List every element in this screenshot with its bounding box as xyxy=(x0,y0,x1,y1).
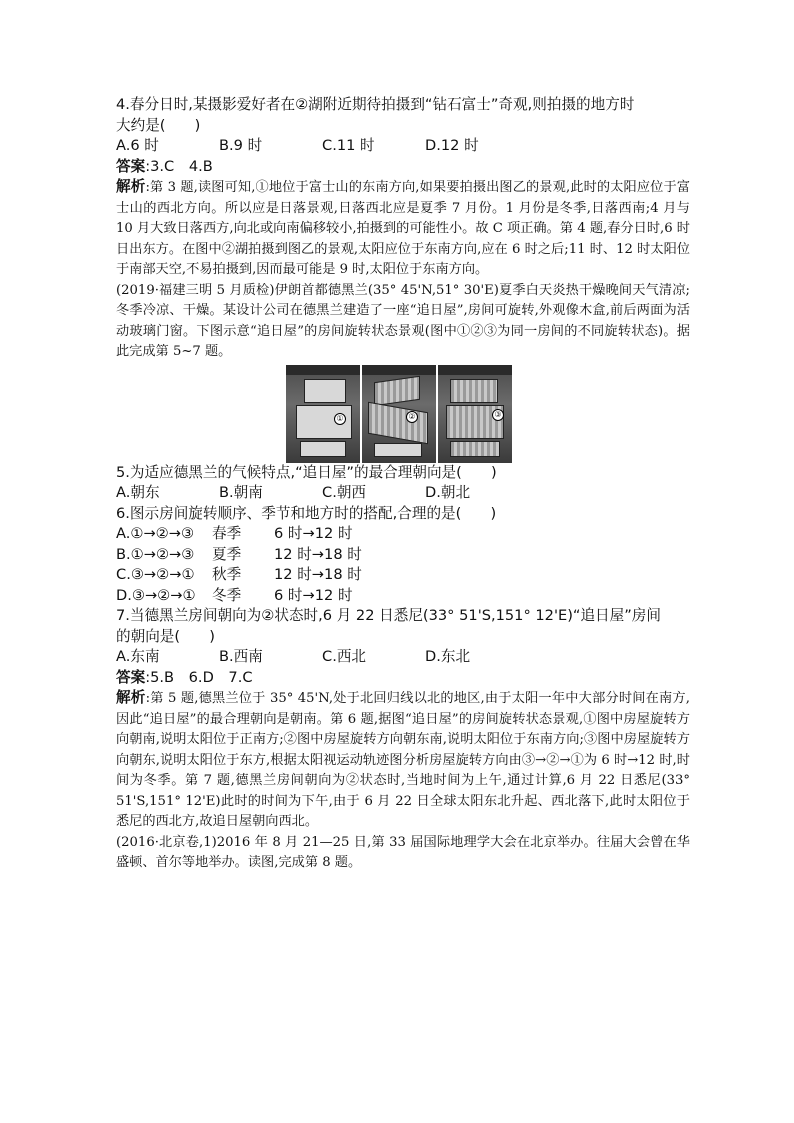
explanation-label: 解析 xyxy=(116,178,146,195)
question-6-option-c xyxy=(116,565,690,586)
season-text: 春季 xyxy=(212,525,242,542)
question-4-line2: 大约是( ) xyxy=(116,116,201,134)
option-c: C.西北 xyxy=(322,648,367,665)
order-text: D.③→②→① xyxy=(116,586,196,604)
option-d: D.朝北 xyxy=(425,484,471,501)
question-4-stem xyxy=(116,95,690,136)
order-text: A.①→②→③ xyxy=(116,525,195,542)
season-text: 夏季 xyxy=(212,545,242,563)
time-text: 12 时→18 时 xyxy=(274,566,362,583)
answer-label: 答案 xyxy=(116,157,146,175)
house-panel-2 xyxy=(362,365,436,463)
state-label-3: ③ xyxy=(492,409,504,421)
house-panel-3 xyxy=(438,365,512,463)
answer-text: :5.B 6.D 7.C xyxy=(145,668,253,686)
question-7-stem xyxy=(116,606,690,647)
answer-text: :3.C 4.B xyxy=(145,157,213,175)
option-c: C.11 时 xyxy=(322,137,375,154)
passage-intro: (2019·福建三明 5 月质检)伊朗首都德黑兰(35° 45'N,51° 30'E)夏季白天炎热干燥晚间天气清凉;冬季冷凉、干燥。某设计公司在德黑兰建造了一座“追日屋”,房间可旋转,外观像木盒,前后两面为活动玻璃门窗。下图示意“追日屋”的房间旋转状态景观(图中①②③为同一房间的不同旋转状态)。据此完成第 5~7 题。 xyxy=(116,282,690,359)
document-page xyxy=(116,95,690,874)
passage-intro-2: (2016·北京卷,1)2016 年 8 月 21—25 日,第 33 届国际地理学大会在北京举办。往届大会曾在华盛顿、首尔等地举办。读图,完成第 8 题。 xyxy=(116,834,690,870)
answer-block-2 xyxy=(116,668,690,689)
option-d: D.12 时 xyxy=(425,137,479,154)
option-a: A.东南 xyxy=(116,648,160,665)
question-7-options xyxy=(116,647,690,668)
state-label-1: ① xyxy=(334,413,346,425)
question-4-options xyxy=(116,136,690,157)
option-d: D.东北 xyxy=(425,648,471,665)
question-5-options xyxy=(116,483,690,504)
time-text: 6 时→12 时 xyxy=(274,525,353,542)
answer-block-1 xyxy=(116,157,690,178)
season-text: 冬季 xyxy=(212,586,242,604)
option-b: B.9 时 xyxy=(219,137,263,154)
explanation-text: :第 5 题,德黑兰位于 35° 45'N,处于北回归线以北的地区,由于太阳一年中大部分时间在南方,因此“追日屋”的最合理朝向是朝南。第 6 题,据图“追日屋”的房间旋转状态景观,①图中房屋旋转方向朝南,说明太阳位于正南方;②图中房屋旋转方向朝东南,说明太阳位于东南方向;③图中房屋旋转方向朝东,说明太阳位于东方,根据太阳视运动轨迹图分析房屋旋转方向由③→②→①为 6 时→12 时,时间为冬季。第 7 题,德黑兰房间朝向为②状态时,当地时间为上午,通过计算,6 月 22 日悉尼(33° 51'S,151° 12'E)此时的时间为下午,由于 6 月 22 日全球太阳东北升起、西北落下,此时太阳位于悉尼的西北方,故追日屋朝向西北。 xyxy=(116,691,690,829)
question-6-stem: 6.图示房间旋转顺序、季节和地方时的搭配,合理的是( ) xyxy=(116,504,497,522)
option-b: B.西南 xyxy=(219,648,263,665)
house-rotation-figure xyxy=(286,365,512,463)
explanation-block-1 xyxy=(116,177,690,281)
answer-label: 答案 xyxy=(116,668,146,686)
option-a: A.6 时 xyxy=(116,137,159,154)
option-c: C.朝西 xyxy=(322,484,367,501)
question-6-option-d xyxy=(116,586,690,607)
question-4-line1: 4.春分日时,某摄影爱好者在②湖附近期待拍摄到“钻石富士”奇观,则拍摄的地方时 xyxy=(116,96,635,113)
explanation-text: :第 3 题,读图可知,①地位于富士山的东南方向,如果要拍摄出图乙的景观,此时的太阳应位于富士山的西北方向。所以应是日落景观,日落西北应是夏季 7 月份。1 月份是冬季,日落西南;4 月与 10 月大致日落西方,向北或向南偏移较小,拍摄到的可能性小。故 C 项正确。第 4 题,春分日时,6 时日出东方。在图中②湖拍摄到图乙的景观,太阳应位于东南方向,应在 6 时之后;11 时、12 时太阳位于南部天空,不易拍摄到,因而最可能是 9 时,太阳位于东南方向。 xyxy=(116,180,690,277)
order-text: C.③→②→① xyxy=(116,566,195,583)
option-b: B.朝南 xyxy=(219,484,263,501)
question-7-line2: 的朝向是( ) xyxy=(116,627,215,645)
state-label-2: ② xyxy=(406,411,418,423)
question-6-option-a xyxy=(116,524,690,545)
explanation-label: 解析 xyxy=(116,689,146,706)
order-text: B.①→②→③ xyxy=(116,545,195,563)
question-5-stem: 5.为适应德黑兰的气候特点,“追日屋”的最合理朝向是( ) xyxy=(116,463,497,481)
time-text: 12 时→18 时 xyxy=(274,545,362,563)
question-7-line1: 7.当德黑兰房间朝向为②状态时,6 月 22 日悉尼(33° 51'S,151° 12'E)“追日屋”房间 xyxy=(116,607,661,624)
question-6-option-b xyxy=(116,545,690,566)
explanation-block-2 xyxy=(116,688,690,833)
time-text: 6 时→12 时 xyxy=(274,586,353,604)
house-panel-1 xyxy=(286,365,360,463)
season-text: 秋季 xyxy=(212,566,242,583)
option-a: A.朝东 xyxy=(116,484,160,501)
